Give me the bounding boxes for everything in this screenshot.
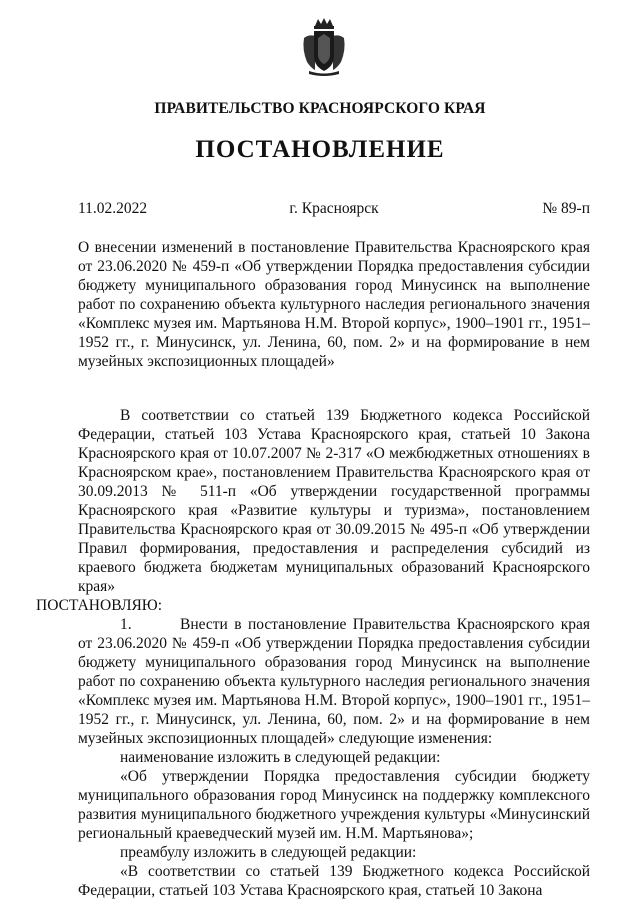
document-type: ПОСТАНОВЛЕНИЕ — [195, 136, 445, 163]
organization-name: ПРАВИТЕЛЬСТВО КРАСНОЯРСКОГО КРАЯ — [154, 100, 486, 117]
document-body — [36, 406, 590, 900]
coat-of-arms-icon — [301, 16, 347, 76]
item-1-paragraph — [78, 615, 590, 748]
preamble-new-text: «В соответствии со статьей 139 Бюджетного кодекса Российской Федерации, статьей 103 Устава Красноярского края, статьей 10 Закона — [78, 863, 590, 899]
item-1-text: Внести в постановление Правительства Красноярского края от 23.06.2020 № 459-п «Об утверждении Порядка предоставления субсидии бюджету муниципального образования город Минусинск на выполнение работ по сохранению объекта культурного наследия регионального значения «Комплекс музея им. Мартьянова Н.М. Второй корпус», 1900–1901 гг., 1951–1952 гг., г. Минусинск, ул. Ленина, 60, пом. 2» и на формирование в нем музейных экспозиционных площадей» следующие изменения: — [78, 616, 590, 747]
item-1-number: 1. — [120, 616, 132, 633]
preamble-paragraph: В соответствии со статьей 139 Бюджетного кодекса Российской Федерации, статьей 103 Устава Красноярского края, статьей 10 Закона Красноярского края от 10.07.2007 № 2-317 «О межбюджетных отношениях в Красноярском крае», постановлением Правительства Красноярского края от 30.09.2013 № 511-п «Об утверждении государственной программы Красноярского края «Развитие культуры и туризма», постановлением Правительства Красноярского края от 30.09.2015 № 495-п «Об утверждении Правил формирования, предоставления и распределения субсидий из краевого бюджета бюджетам муниципальных образований Красноярского края» ПОСТАНОВЛЯЮ: — [36, 407, 590, 614]
resolve-line: ПОСТАНОВЛЯЮ: — [36, 597, 163, 614]
document-meta — [78, 200, 590, 220]
document-title: О внесении изменений в постановление Правительства Красноярского края от 23.06.2020 № 459-п «Об утверждении Порядка предоставления субсидии бюджету муниципального образования город Минусинск на выполнение работ по сохранению объекта культурного наследия регионального значения «Комплекс музея им. Мартьянова Н.М. Второй корпус», 1900–1901 гг., 1951–1952 гг., г. Минусинск, ул. Ленина, 60, пом. 2» и на формирование в нем музейных экспозиционных площадей» — [78, 239, 590, 370]
naming-text: «Об утверждении Порядка предоставления субсидии бюджету муниципального образования город Минусинск на поддержку комплексного развития муниципального бюджетного учреждения культуры «Минусинский региональный краеведческий музей им. Н.М. Мартьянова»; — [78, 768, 590, 842]
document-date: 11.02.2022 — [78, 200, 148, 217]
preamble-intro: преамбулу изложить в следующей редакции: — [120, 844, 417, 861]
document-number: № 89-п — [542, 200, 590, 217]
naming-intro: наименование изложить в следующей редакции: — [120, 749, 441, 766]
document-city: г. Красноярск — [289, 200, 379, 217]
